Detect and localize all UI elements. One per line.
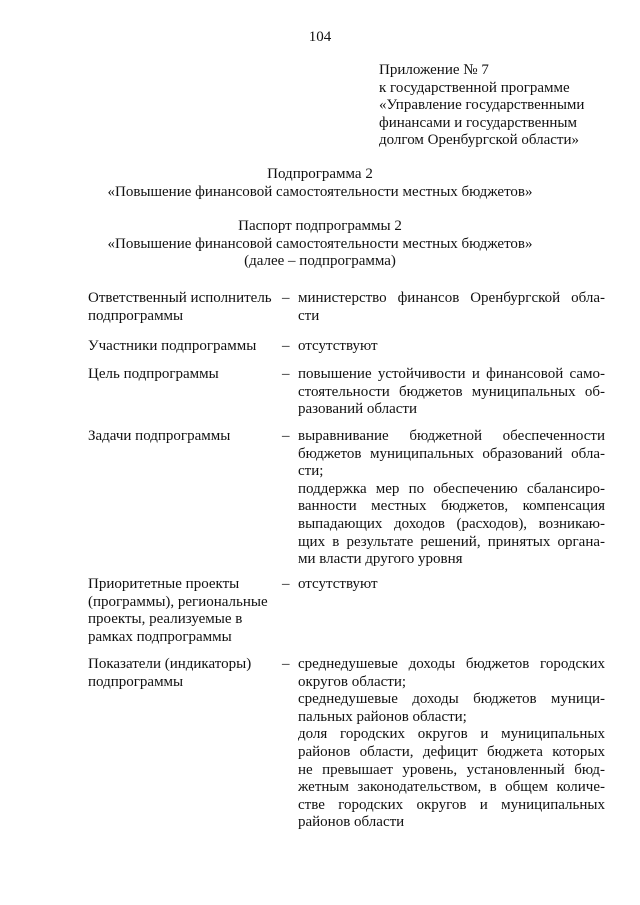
row-label-line: рамках подпрограммы (88, 628, 232, 645)
row-label (88, 338, 278, 356)
row-label (88, 656, 278, 691)
row-value-line: округов области; (298, 673, 407, 690)
row-dash: – (282, 576, 290, 592)
row-dash: – (282, 366, 290, 382)
row-value (298, 656, 605, 832)
appendix-line: долгом Оренбургской области» (379, 132, 579, 149)
row-label-line: Задачи подпрограммы (88, 428, 231, 444)
appendix-line: финансами и государственным (379, 114, 577, 131)
row-dash: – (282, 428, 290, 444)
row-label-line: подпрограммы (88, 307, 184, 324)
row-value-line: доля городских округов и муниципальных (298, 726, 605, 743)
row-value (298, 366, 605, 419)
appendix-header (379, 62, 629, 150)
subprogram-title (0, 166, 640, 201)
row-value (298, 338, 605, 356)
row-value-line: повышение устойчивости и финансовой само- (298, 366, 605, 382)
row-label-line: проекты, реализуемые в (88, 611, 243, 628)
passport-title-line: (далее – подпрограмма) (244, 253, 396, 270)
row-label-line: Цель подпрограммы (88, 366, 219, 382)
row-dash: – (282, 338, 290, 354)
row-value-line: пальных районов области; (298, 708, 467, 725)
row-value-line: разований области (298, 401, 418, 418)
passport-title-line: «Повышение финансовой самостоятельности местных бюджетов» (107, 235, 533, 252)
row-value (298, 290, 605, 325)
row-value (298, 428, 605, 569)
row-value-line: районов области (298, 814, 405, 831)
row-value-line: щих в результате решений, принятых органа- (298, 533, 605, 550)
row-value-line: сти (298, 307, 320, 324)
row-value-line: ми власти другого уровня (298, 551, 463, 568)
row-value-line: министерство финансов Оренбургской обла- (298, 290, 605, 306)
row-value-line: сти; (298, 463, 324, 480)
appendix-line: Приложение № 7 (379, 62, 489, 78)
appendix-line: «Управление государственными (379, 97, 585, 114)
row-label (88, 290, 278, 325)
row-value-line: районов области, дефицит бюджета которых (298, 743, 605, 760)
row-value-line: не превышает уровень, установленный бюд- (298, 761, 605, 778)
row-value-line: поддержка мер по обеспечению сбалансиро- (298, 480, 605, 497)
row-label (88, 576, 278, 646)
row-value-line: стве городских округов и муниципальных (298, 796, 605, 813)
row-label (88, 428, 278, 446)
row-value (298, 576, 605, 594)
row-label-line: Показатели (индикаторы) (88, 656, 252, 672)
row-value-line: среднедушевые доходы бюджетов муници- (298, 691, 605, 708)
subprogram-title-line: «Повышение финансовой самостоятельности местных бюджетов» (107, 183, 533, 200)
row-value-line: стоятельности бюджетов муниципальных об- (298, 383, 605, 400)
row-value-line: отсутствуют (298, 576, 378, 592)
row-label-line: (программы), региональные (88, 593, 268, 610)
row-label-line: Участники подпрограммы (88, 338, 257, 354)
row-label-line: Приоритетные проекты (88, 576, 240, 592)
subprogram-title-line: Подпрограмма 2 (267, 166, 373, 182)
appendix-line: к государственной программе (379, 79, 570, 96)
row-dash: – (282, 656, 290, 672)
row-value-line: выравнивание бюджетной обеспеченности (298, 428, 605, 444)
row-label-line: Ответственный исполнитель (88, 290, 272, 306)
row-value-line: ванности местных бюджетов, компенсация (298, 498, 605, 515)
row-value-line: жетным законодательством, в общем количе- (298, 779, 605, 796)
passport-title-line: Паспорт подпрограммы 2 (238, 218, 402, 234)
row-value-line: среднедушевые доходы бюджетов городских (298, 656, 605, 672)
page-number: 104 (308, 29, 332, 45)
row-value-line: бюджетов муниципальных образований обла- (298, 445, 605, 462)
row-dash: – (282, 290, 290, 306)
row-value-line: отсутствуют (298, 338, 378, 354)
passport-title (0, 218, 640, 271)
row-label-line: подпрограммы (88, 673, 184, 690)
row-value-line: выпадающих доходов (расходов), возникаю- (298, 515, 605, 532)
row-label (88, 366, 278, 384)
